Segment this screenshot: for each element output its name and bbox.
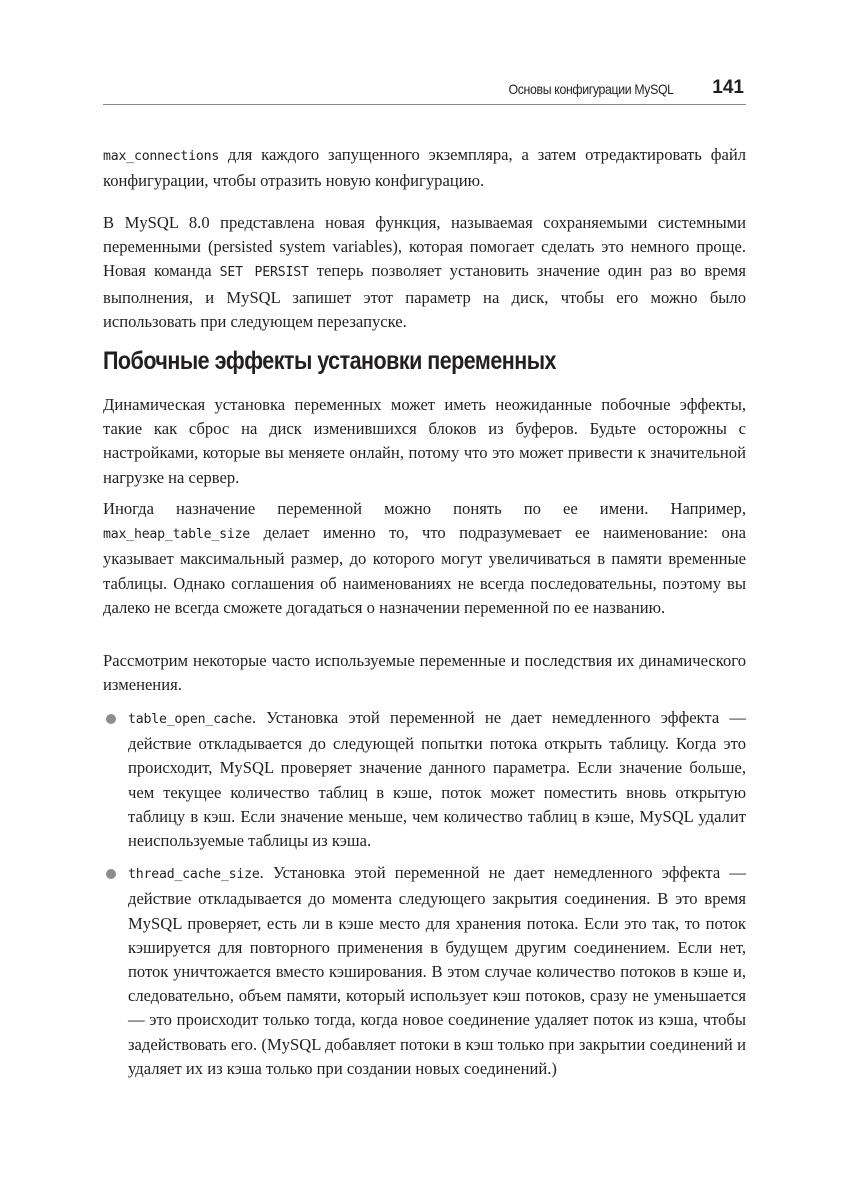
paragraph-text: В MySQL 8.0 представлена новая функция, называемая сохраняемыми системными переменными (persisted system variables), которая помогает сделать это немного проще. Новая команда (103, 213, 746, 281)
paragraph-max-connections (103, 143, 746, 193)
paragraph-text: Динамическая установка переменных может иметь неожиданные побочные эффекты, такие как сброс на диск изменившихся блоков из буферов. Будьте осторожны с настройками, которые вы меняете онлайн, потому что это может привести к значительной нагрузке на сервер. (103, 395, 746, 487)
section-heading: Побочные эффекты установки переменных (103, 347, 556, 375)
code-thread-cache-size: thread_cache_size (128, 867, 260, 883)
paragraph-text: теперь позволяет установить значение один раз во время выполнения, и MySQL запишет этот параметр на диск, чтобы его можно было использовать при следующем перезапуске. (103, 261, 746, 331)
paragraph-text: для каждого запущенного экземпляра, а затем отредактировать файл конфигурации, чтобы отразить новую конфигурацию. (103, 145, 746, 191)
paragraph-persisted-variables (103, 211, 746, 334)
page-number: 141 (712, 77, 744, 98)
code-table-open-cache: table_open_cache (128, 712, 252, 727)
code-max-heap-table-size: max_heap_table_size (103, 527, 251, 543)
variables-list (103, 706, 746, 1089)
paragraph-text: делает именно то, что подразумевает ее наименование: она указывает максимальный размер, до которого могут увеличиваться в памяти временные таблицы. Однако соглашения об наименованиях не всегда последовательны, поэтому вы далеко не всегда сможете догадаться о назначении переменной по ее названию. (103, 523, 746, 617)
section-title: Основы конфигурации MySQL (508, 81, 674, 97)
list-item (103, 861, 746, 1081)
list-item (103, 706, 746, 853)
code-max-connections: max_connections (103, 149, 220, 164)
list-item-text: . Установка этой переменной не дает немедленного эффекта — действие откладывается до следующей попытки потока открыть таблицу. Когда это происходит, MySQL проверяет значение данного параметра. Если значение больше, чем текущее количество таблиц в кэше, поток может поместить вновь открытую таблицу в кэш. Если значение меньше, чем количество таблиц в кэше, MySQL удалит неиспользуемые таблицы из кэша. (128, 708, 746, 851)
paragraph-text: Рассмотрим некоторые часто используемые переменные и последствия их динамического изменения. (103, 651, 746, 695)
running-header (103, 78, 746, 105)
paragraph-text: Иногда назначение переменной можно понять по ее имени. Например, (103, 499, 746, 518)
paragraph-dynamic-setting (103, 393, 746, 490)
paragraph-variable-naming (103, 497, 746, 620)
paragraph-intro-list (103, 649, 746, 697)
bullet-icon (106, 869, 116, 879)
bullet-icon (106, 714, 116, 724)
list-item-text: . Установка этой переменной не дает немедленного эффекта — действие откладывается до момента следующего закрытия соединения. В это время MySQL проверяет, есть ли в кэше место для хранения потока. Если это так, то поток кэшируется для повторного применения в будущем другим соединением. Если нет, поток уничтожается вместо кэширования. В этом случае количество потоков в кэше и, следовательно, объем памяти, который использует кэш потоков, сразу не уменьшается — это происходит только тогда, когда новое соединение удаляет поток из кэша, чтобы задействовать его. (MySQL добавляет потоки в кэш только при закрытии соединений и удаляет их из кэша только при создании новых соединений.) (128, 863, 746, 1078)
code-set-persist: SET PERSIST (219, 265, 309, 281)
